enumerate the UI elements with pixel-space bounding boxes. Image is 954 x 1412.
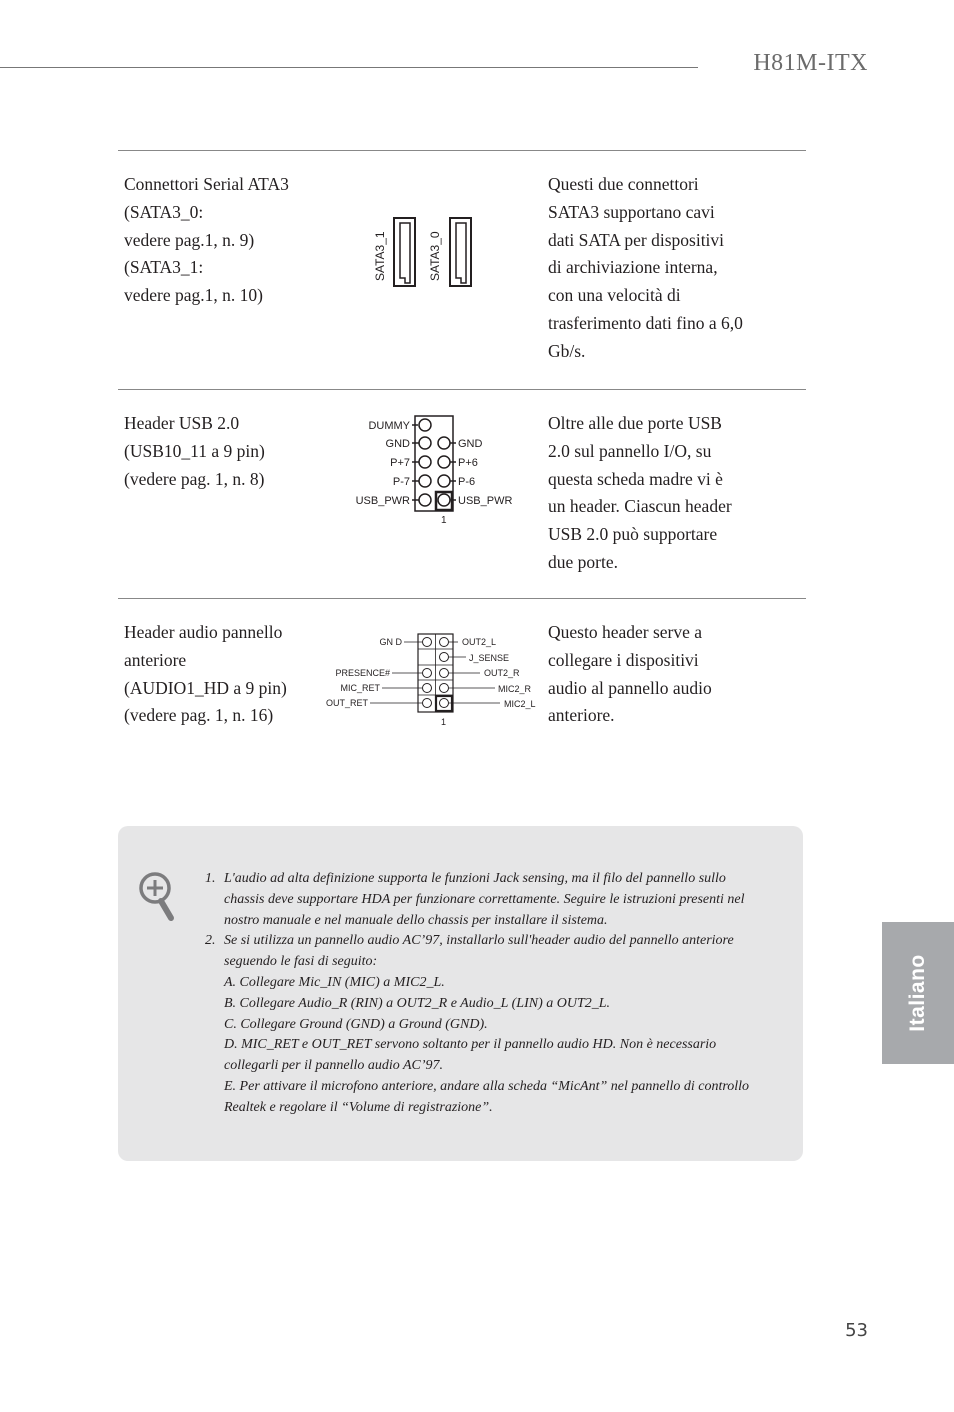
section-rule xyxy=(118,598,806,599)
page-number: 53 xyxy=(845,1320,868,1341)
note-step: A. Collegare Mic_IN (MIC) a MIC2_L. xyxy=(224,974,445,990)
sata-description: Connettori Serial ATA3 (SATA3_0: vedere pag.1, n. 9) (SATA3_1: vedere pag.1, n. 10) xyxy=(124,174,289,306)
note-number: 2. xyxy=(205,933,216,949)
usb-pin1-marker: 1 xyxy=(441,515,447,526)
audio-explanation: Questo header serve a collegare i dispositivi audio al pannello audio anteriore. xyxy=(548,622,712,726)
section-rule xyxy=(118,389,806,390)
audio-pin-label: OUT_RET xyxy=(325,698,368,708)
audio-pin-label: J_SENSE xyxy=(469,653,510,663)
audio-pin-label: MIC2_L xyxy=(504,699,536,709)
section-rule xyxy=(118,150,806,151)
model-name: H81M-ITX xyxy=(753,50,868,76)
sata3-1-connector xyxy=(394,218,415,286)
usb-pin-label: DUMMY xyxy=(368,420,410,432)
note-step: D. MIC_RET e OUT_RET servono soltanto per il pannello audio HD. Non è necessario collegarli per il pannello audio AC’97. xyxy=(224,1037,717,1074)
sata3-0-label: SATA3_0 xyxy=(428,231,442,281)
note-item xyxy=(200,931,760,1118)
usb-pin-label: P-6 xyxy=(458,476,476,488)
sata-explanation: Questi due connettori SATA3 supportano cavi dati SATA per dispositivi di archiviazione interna, con una velocità di trasferimento dati fino a 6,0 Gb/s. xyxy=(548,174,743,361)
note-step: E. Per attivare il microfono anteriore, andare alla scheda “MicAnt” nel pannello di controllo Realtek e regolare il “Volume di registrazione”. xyxy=(224,1078,750,1115)
note-number: 1. xyxy=(205,871,216,886)
language-tab-label: Italiano xyxy=(906,954,929,1032)
sata3-1-label: SATA3_1 xyxy=(373,231,387,281)
header-rule xyxy=(0,67,698,68)
audio-header-diagram xyxy=(320,628,550,732)
audio-pin-label: GN D xyxy=(379,637,402,647)
usb-pin-label: P-7 xyxy=(392,476,410,488)
audio-pin-label: PRESENCE# xyxy=(335,668,390,678)
audio-pin-label: MIC2_R xyxy=(498,684,532,694)
note-text: Se si utilizza un pannello audio AC’97, installarlo sull'header audio del pannello anteriore seguendo le fasi di seguito: xyxy=(224,933,734,970)
language-tab xyxy=(882,922,954,1064)
audio-pin1-marker: 1 xyxy=(441,717,447,727)
usb-header-diagram xyxy=(340,410,540,530)
audio-description: Header audio pannello anteriore (AUDIO1_HD a 9 pin) (vedere pag. 1, n. 16) xyxy=(124,622,287,726)
notes-list xyxy=(200,869,760,1119)
usb-pin-label: USB_PWR xyxy=(458,495,513,507)
note-step: C. Collegare Ground (GND) a Ground (GND). xyxy=(224,1016,488,1032)
usb-pin-label: GND xyxy=(458,438,483,450)
note-step: B. Collegare Audio_R (RIN) a OUT2_R e Audio_L (LIN) a OUT2_L. xyxy=(224,995,611,1011)
sata-connector-diagram xyxy=(360,214,480,294)
audio-pin-label: OUT2_R xyxy=(484,668,520,678)
usb-pin-label: USB_PWR xyxy=(355,495,410,507)
usb-pin-label: P+6 xyxy=(458,457,478,469)
note-item xyxy=(200,869,760,931)
sata3-0-connector xyxy=(450,218,471,286)
note-text: L'audio ad alta definizione supporta le funzioni Jack sensing, ma il filo del pannello sullo chassis deve supportare HDA per funzionare correttamente. Seguire le istruzioni presenti nel nostro manuale e nel manuale dello chassis per installare il sistema. xyxy=(224,871,745,928)
magnifier-plus-icon xyxy=(137,870,177,924)
audio-pin-label: OUT2_L xyxy=(462,637,497,647)
usb-description: Header USB 2.0 (USB10_11 a 9 pin) (vedere pag. 1, n. 8) xyxy=(124,413,265,489)
usb-pin-label: P+7 xyxy=(390,457,410,469)
usb-pin-label: GND xyxy=(385,438,410,450)
audio-pin-label: MIC_RET xyxy=(340,683,380,693)
usb-explanation: Oltre alle due porte USB 2.0 sul pannello I/O, su questa scheda madre vi è un header. Ciascun header USB 2.0 può supportare due porte. xyxy=(548,413,732,572)
